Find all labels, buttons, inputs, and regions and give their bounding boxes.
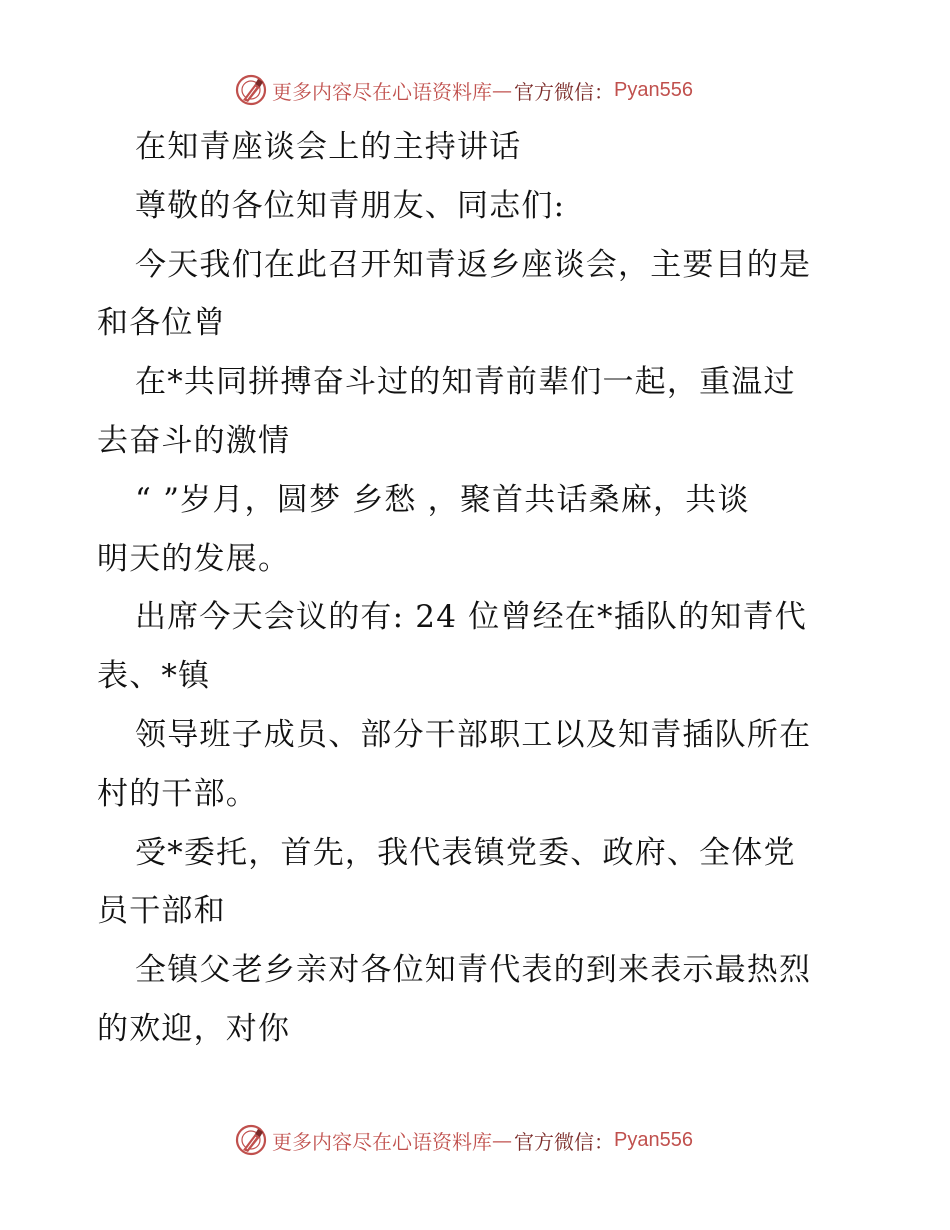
paragraph-line: 员干部和 bbox=[97, 893, 226, 930]
paragraph-line: “ ”岁月，圆梦 乡愁 ，聚首共话桑麻，共谈 bbox=[135, 481, 750, 518]
banner-wechat-label: 官方微信： bbox=[514, 79, 614, 104]
document-body bbox=[97, 118, 857, 1059]
banner-separator: — bbox=[492, 78, 512, 102]
paragraph-line: 今天我们在此召开知青返乡座谈会，主要目的是 bbox=[135, 246, 812, 283]
banner-wechat-id: Pyan556 bbox=[614, 78, 693, 101]
paragraph-line: 明天的发展。 bbox=[97, 540, 291, 577]
pen-nib-logo-icon bbox=[234, 1123, 268, 1157]
paragraph-line: 村的干部。 bbox=[97, 775, 258, 812]
banner-separator: — bbox=[492, 1128, 512, 1152]
banner-text: 更多内容尽在心语资料库 bbox=[272, 1129, 492, 1154]
salutation: 尊敬的各位知青朋友、同志们: bbox=[135, 187, 566, 224]
paragraph-line: 和各位曾 bbox=[97, 305, 226, 342]
paragraph-line: 在*共同拼搏奋斗过的知青前辈们一起，重温过 bbox=[135, 364, 796, 401]
footer-banner bbox=[234, 1122, 714, 1158]
banner-wechat-id: Pyan556 bbox=[614, 1128, 693, 1151]
paragraph-line: 去奋斗的激情 bbox=[97, 422, 291, 459]
paragraph-line: 受*委托，首先，我代表镇党委、政府、全体党 bbox=[135, 834, 796, 871]
paragraph-line: 领导班子成员、部分干部职工以及知青插队所在 bbox=[135, 716, 812, 753]
paragraph-line: 表、*镇 bbox=[97, 658, 211, 695]
pen-nib-logo-icon bbox=[234, 73, 268, 107]
banner-text: 更多内容尽在心语资料库 bbox=[272, 79, 492, 104]
paragraph-line: 全镇父老乡亲对各位知青代表的到来表示最热烈 bbox=[135, 952, 812, 989]
header-banner bbox=[234, 72, 714, 108]
paragraph-line: 的欢迎，对你 bbox=[97, 1010, 291, 1047]
document-title: 在知青座谈会上的主持讲话 bbox=[135, 129, 522, 165]
paragraph-line: 出席今天会议的有: 24 位曾经在*插队的知青代 bbox=[135, 599, 807, 636]
banner-wechat-label: 官方微信： bbox=[514, 1129, 614, 1154]
